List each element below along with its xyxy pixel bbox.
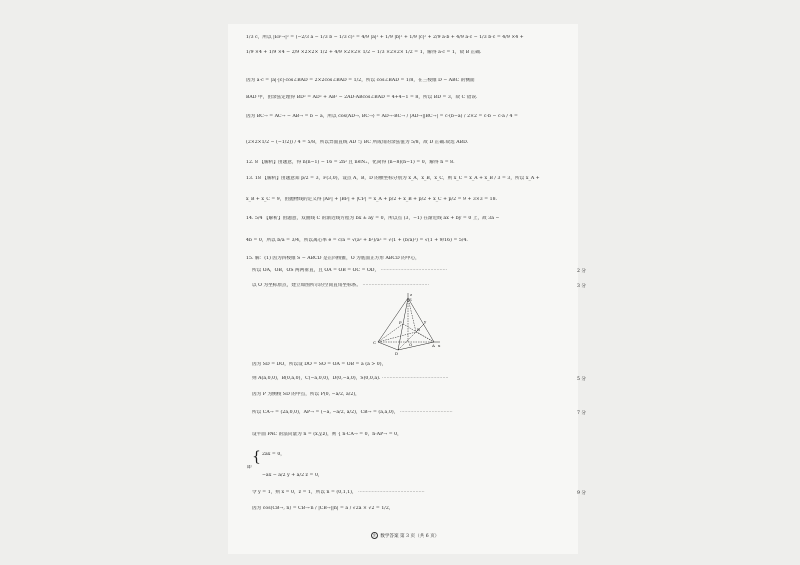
text-line-17: 因为 P 为侧棱 SD 的中点，所以 P(0, −a/2, a/2)，: [252, 392, 360, 397]
text-line-5: 因为 BC→ = AC→ − AB→ = b − a，所以 cos⟨AD→, BC→⟩ = AD→·BC→ / |AD→||BC→| = c·(b−a) / 2×2 = c·b − c·a / 4 =: [246, 114, 518, 119]
edge-sb: [408, 298, 416, 332]
segment-pc: [378, 324, 403, 342]
text-line-14-content: 以 O 为坐标原点，建立如图所示的空间直角坐标系。: [252, 283, 362, 288]
text-line-12: 15. 解：(1) 因为四棱锥 S − ABCD 是正四棱锥，O 为底面正方形 ABCD 的中心，: [246, 256, 420, 261]
text-line-2: 1/9 ×4 + 1/9 ×4 − 2/9 ×2×2× 1/2 + 4/9 ×2×2× 1/2 − 1/3 ×2×2× 1/2 = 1，解得 a·c = 1，故 B 正确.: [246, 50, 482, 55]
text-line-1: 1/3 c，所以 |EF→|² = (−2/3 a − 1/3 b − 1/3 c)² = 4/9 |a|² + 1/9 |b|² + 1/9 |c|² + 2/9 a·b + 4/9 a·c − 1/3 b·c = 4/9 ×4 +: [246, 35, 524, 40]
edge-da: [398, 342, 434, 350]
leader-dots: ············································: [379, 268, 448, 273]
label-z: z: [410, 292, 413, 297]
leader-dots: ············································: [380, 376, 449, 381]
label-a: A: [432, 343, 435, 348]
label-x: x: [438, 343, 441, 348]
leader-dots: ············································: [361, 283, 429, 288]
text-line-9: x_B + x_C = 9，由抛物线的定义得 |AF| + |BF| + |CF| = x_A + p/2 + x_B + p/2 + x_C + p/2 = 9 + 3×3 = 18.: [246, 197, 498, 202]
label-c: C: [373, 340, 377, 345]
text-line-4: BAD 中，由余弦定理得 BD² = AD² + AB² − 2AD·ABcos∠BAD = 4+4−1 = 8，所以 BD = 3，故 C 错误.: [246, 95, 478, 100]
footer-text: 数学答案 第 3 页（共 6 页）: [380, 534, 440, 539]
score-3: 5 分: [577, 377, 586, 382]
score-5: 9 分: [577, 491, 586, 496]
equation-line-2: −ax − a/2 y + a/2 z = 0，: [262, 473, 323, 478]
pyramid-figure: [368, 292, 442, 356]
publisher-logo-icon: 金: [372, 533, 376, 537]
label-o: O: [409, 342, 413, 347]
page-footer: [360, 532, 450, 539]
text-line-16: [252, 376, 586, 382]
edge-sa: [408, 298, 434, 342]
text-line-13: [252, 268, 586, 274]
equation-prefix: 即: [247, 465, 252, 470]
equation-brace: {: [252, 449, 261, 465]
text-line-10: 14. 5/4 【解析】由题意，双曲线 C 的渐近线方程为 bx ± ay = 0，所以点 (3，−1) 在渐近线 ax + by = 0 上，故 3a −: [246, 216, 500, 221]
label-y: y: [424, 319, 427, 324]
label-b: B: [417, 327, 420, 332]
label-d: D: [395, 351, 399, 356]
score-4: 7 分: [577, 411, 586, 416]
text-line-14: [252, 283, 586, 289]
text-line-20: [252, 490, 586, 496]
label-s: S: [409, 297, 412, 302]
text-line-18: [252, 410, 586, 416]
text-line-21: 因为 cos⟨CB→, n⟩ = CB→·n / |CB→||n| = a / √2a × √2 = 1/2，: [252, 506, 394, 511]
text-line-6: (2×2×1/2 − (−1/2)) / 4 = 5/8，所以异面直线 AD 与 BC 所成角的余弦值为 5/8，故 D 正确.故选 ABD.: [246, 140, 469, 145]
score-2: 3 分: [577, 284, 586, 289]
label-p: P: [399, 320, 402, 325]
equation-line-1: 2ax = 0，: [262, 452, 285, 457]
leader-dots: ···································: [398, 410, 453, 415]
leader-dots: ············································: [356, 490, 425, 495]
score-1: 2 分: [577, 269, 586, 274]
edge-cd: [378, 342, 398, 350]
text-line-11: 4b = 0，所以 b/a = 3/4，所以离心率 e = c/a = √(a² + b²)/a² = √(1 + (b/a)²) = √(1 + 9/16) = 5/4.: [246, 238, 468, 243]
text-line-16-content: 则 A(a,0,0)，B(0,a,0)，C(−a,0,0)，D(0,−a,0)，S(0,0,a).: [252, 376, 381, 381]
text-line-7: 12. 8 【解析】由题意，得 n(n−1) − 16 = 2n² 且 n∈N₊，化简得 (n−8)(n−1) = 0，解得 n = 8.: [246, 160, 455, 165]
text-line-8: 13. 18 【解析】由题意知 p/2 = 3，F(3,0)，设点 A，B，D 的横坐标分别为 x_A，x_B，x_C，则 x_C = x_A + x_B / 3 = 3，所以 x_A +: [246, 176, 540, 181]
text-line-15: 因为 SD = DO，所以设 DO = SO = OA = OB = a (a > 0)，: [252, 362, 387, 367]
text-line-20-content: 令 y = 1，则 x = 0，z = 1，所以 n = (0,1,1)，: [252, 490, 357, 495]
text-line-19: 设平面 PAC 的法向量为 n = (x,y,z)，则 { n·CA→ = 0，n·AP→ = 0，: [252, 432, 402, 437]
text-line-13-content: 所以 OA，OB，OS 两两垂直，且 OA = OB = OC = OD，: [252, 268, 380, 273]
text-line-3: 因为 a·c = |a|·|c|·cos∠BAD = 2×2cos∠BAD = 1/2，所以 cos∠BAD = 1/8，在三棱锥 D − ABC 的侧面: [246, 78, 475, 83]
text-line-18-content: 所以 CA→ = (2a,0,0)，AP→ = (−a, −a/2, a/2)，CB→ = (a,a,0)，: [252, 410, 399, 415]
